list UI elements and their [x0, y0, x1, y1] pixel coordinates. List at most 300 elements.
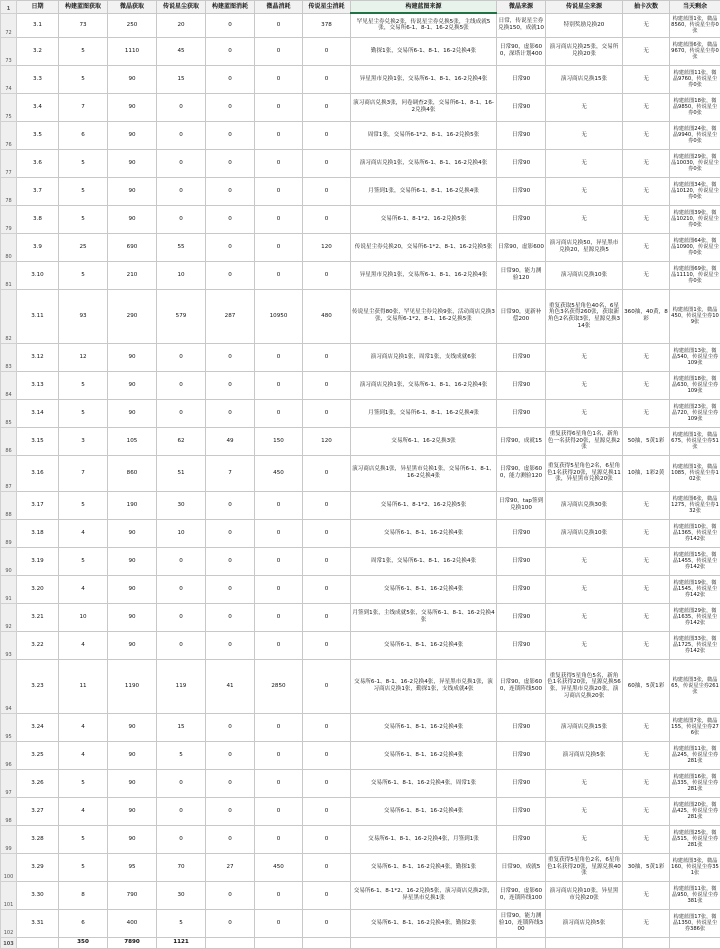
row-number[interactable]: 101	[1, 881, 17, 909]
row-number[interactable]: 102	[1, 909, 17, 937]
table-cell[interactable]: 5	[59, 371, 108, 399]
table-cell[interactable]: 无	[546, 93, 623, 121]
table-cell[interactable]: 周常1张，交易所6-1、8-1、16-2兑换4张	[351, 547, 497, 575]
table-cell[interactable]: 无	[623, 399, 670, 427]
table-cell[interactable]: 90	[108, 547, 157, 575]
table-cell[interactable]: 日常90	[497, 177, 546, 205]
table-cell[interactable]: 0	[255, 519, 303, 547]
table-cell[interactable]: 3.17	[17, 491, 59, 519]
table-cell[interactable]: 0	[255, 13, 303, 37]
table-cell[interactable]: 3.16	[17, 455, 59, 491]
table-cell[interactable]: 27	[206, 853, 255, 881]
table-cell[interactable]: 日常90	[497, 769, 546, 797]
table-cell[interactable]: 0	[206, 121, 255, 149]
table-cell[interactable]: 7	[206, 455, 255, 491]
table-cell[interactable]: 2850	[255, 659, 303, 713]
table-cell[interactable]: 日常90，虚影600，深塔计划400	[497, 37, 546, 65]
table-cell[interactable]: 无	[623, 769, 670, 797]
row-number[interactable]: 72	[1, 13, 17, 37]
table-cell[interactable]: 0	[303, 261, 351, 289]
table-cell[interactable]: 3.14	[17, 399, 59, 427]
table-cell[interactable]: 41	[206, 659, 255, 713]
sum-cell[interactable]	[670, 937, 720, 948]
table-cell[interactable]: 5	[157, 909, 206, 937]
table-cell[interactable]: 190	[108, 491, 157, 519]
header-cell[interactable]: 微晶来源	[497, 1, 546, 14]
table-cell[interactable]: 交易所6-1、8-1、16-2兑换4张	[351, 519, 497, 547]
table-cell[interactable]: 10950	[255, 289, 303, 343]
table-cell[interactable]: 0	[303, 399, 351, 427]
table-cell[interactable]: 日常90	[497, 603, 546, 631]
table-cell[interactable]: 无	[623, 371, 670, 399]
table-cell[interactable]: 日常90	[497, 519, 546, 547]
table-cell[interactable]: 0	[255, 825, 303, 853]
table-cell[interactable]: 60抽，5黄1彩	[623, 659, 670, 713]
table-cell[interactable]: 0	[303, 575, 351, 603]
table-cell[interactable]: 无	[623, 13, 670, 37]
table-cell[interactable]: 0	[206, 881, 255, 909]
table-cell[interactable]: 1110	[108, 37, 157, 65]
table-cell[interactable]: 日常90	[497, 797, 546, 825]
table-cell[interactable]: 30	[157, 881, 206, 909]
table-cell[interactable]: 90	[108, 65, 157, 93]
table-cell[interactable]: 55	[157, 233, 206, 261]
sum-cell[interactable]	[497, 937, 546, 948]
table-cell[interactable]: 5	[59, 65, 108, 93]
table-cell[interactable]: 无	[623, 547, 670, 575]
table-cell[interactable]: 传说星尘获得80张，罕见星尘券兑换9张，活动商店兑换3张，交易所6-1*2、8-1、16-2兑换5张	[351, 289, 497, 343]
table-cell[interactable]: 105	[108, 427, 157, 455]
table-cell[interactable]: 0	[206, 909, 255, 937]
sum-cell[interactable]: 350	[59, 937, 108, 948]
sum-cell[interactable]	[17, 937, 59, 948]
table-cell[interactable]: 日常90	[497, 575, 546, 603]
table-cell[interactable]: 无	[623, 741, 670, 769]
table-cell[interactable]: 无	[546, 769, 623, 797]
row-number[interactable]: 97	[1, 769, 17, 797]
table-cell[interactable]: 构建蓝图6张，微晶9670，传说星尘券0张	[670, 37, 720, 65]
table-cell[interactable]: 0	[255, 575, 303, 603]
table-cell[interactable]: 90	[108, 631, 157, 659]
table-cell[interactable]: 无	[623, 603, 670, 631]
table-cell[interactable]: 无	[623, 261, 670, 289]
table-cell[interactable]: 无	[546, 797, 623, 825]
table-cell[interactable]: 无	[546, 177, 623, 205]
table-cell[interactable]: 周常1张，交易所6-1*2、8-1、16-2兑换5张	[351, 121, 497, 149]
table-cell[interactable]: 0	[303, 519, 351, 547]
table-cell[interactable]: 0	[157, 399, 206, 427]
table-cell[interactable]: 7	[59, 93, 108, 121]
table-cell[interactable]: 4	[59, 631, 108, 659]
table-cell[interactable]: 0	[206, 603, 255, 631]
table-cell[interactable]: 3.29	[17, 853, 59, 881]
row-number[interactable]: 74	[1, 65, 17, 93]
table-cell[interactable]: 演习商店兑换3张，问卷调查2张，交易所6-1、8-1、16-2兑换4张	[351, 93, 497, 121]
table-cell[interactable]: 0	[303, 659, 351, 713]
table-cell[interactable]: 异星黑市兑换1张，交易所6-1、8-1、16-2兑换4张	[351, 261, 497, 289]
table-cell[interactable]: 90	[108, 205, 157, 233]
table-cell[interactable]: 120	[303, 427, 351, 455]
table-cell[interactable]: 日常90，能力测验10，连锁阵线300	[497, 909, 546, 937]
table-cell[interactable]: 0	[157, 769, 206, 797]
table-cell[interactable]: 0	[303, 603, 351, 631]
table-cell[interactable]: 5	[59, 37, 108, 65]
sum-cell[interactable]	[546, 937, 623, 948]
table-cell[interactable]: 378	[303, 13, 351, 37]
table-cell[interactable]: 90	[108, 825, 157, 853]
table-cell[interactable]: 构建蓝图1张，微晶675，传说星尘券51张	[670, 427, 720, 455]
table-cell[interactable]: 0	[206, 343, 255, 371]
row-number[interactable]: 92	[1, 603, 17, 631]
table-cell[interactable]: 日常90，虚影600，连锁阵线500	[497, 659, 546, 713]
table-cell[interactable]: 90	[108, 769, 157, 797]
table-cell[interactable]: 构建蓝图10张，微晶1365，传说星尘券142张	[670, 519, 720, 547]
table-cell[interactable]: 无	[623, 177, 670, 205]
table-cell[interactable]: 无	[546, 631, 623, 659]
sum-cell[interactable]	[206, 937, 255, 948]
table-cell[interactable]: 交易所6-1、8-1、16-2兑换4张，周常1张	[351, 769, 497, 797]
table-cell[interactable]: 0	[255, 233, 303, 261]
table-cell[interactable]: 无	[546, 825, 623, 853]
table-cell[interactable]: 交易所6-1、8-1、16-2兑换4张，月签到1张	[351, 825, 497, 853]
table-cell[interactable]: 0	[303, 343, 351, 371]
table-cell[interactable]: 无	[623, 233, 670, 261]
table-cell[interactable]: 0	[255, 797, 303, 825]
table-cell[interactable]: 0	[255, 881, 303, 909]
table-cell[interactable]: 0	[157, 177, 206, 205]
table-cell[interactable]: 日常90	[497, 93, 546, 121]
table-cell[interactable]: 7	[59, 455, 108, 491]
table-cell[interactable]: 3.4	[17, 93, 59, 121]
table-cell[interactable]: 日常90，tap签到兑换100	[497, 491, 546, 519]
table-cell[interactable]: 日常90	[497, 343, 546, 371]
row-number[interactable]: 81	[1, 261, 17, 289]
header-cell[interactable]: 日期	[17, 1, 59, 14]
table-cell[interactable]: 3.18	[17, 519, 59, 547]
table-cell[interactable]: 0	[303, 121, 351, 149]
table-cell[interactable]: 日常90	[497, 547, 546, 575]
table-cell[interactable]: 8	[59, 881, 108, 909]
table-cell[interactable]: 无	[623, 65, 670, 93]
table-cell[interactable]: 构建蓝图11张，微晶9760，传说星尘券0张	[670, 65, 720, 93]
table-cell[interactable]: 月签到1张，交易所6-1、8-1、16-2兑换4张	[351, 399, 497, 427]
row-number[interactable]: 80	[1, 233, 17, 261]
table-cell[interactable]: 95	[108, 853, 157, 881]
table-cell[interactable]: 6	[59, 121, 108, 149]
header-cell[interactable]: 抽卡次数	[623, 1, 670, 14]
table-cell[interactable]: 480	[303, 289, 351, 343]
table-cell[interactable]: 构建蓝图6张，微晶1275，传说星尘券132张	[670, 491, 720, 519]
row-number[interactable]: 90	[1, 547, 17, 575]
table-cell[interactable]: 日常90	[497, 65, 546, 93]
table-cell[interactable]: 3.7	[17, 177, 59, 205]
table-cell[interactable]: 3.11	[17, 289, 59, 343]
table-cell[interactable]: 73	[59, 13, 108, 37]
table-cell[interactable]: 51	[157, 455, 206, 491]
table-cell[interactable]: 构建蓝图24张，微晶9940，传说星尘券0张	[670, 121, 720, 149]
row-number[interactable]: 83	[1, 343, 17, 371]
table-cell[interactable]: 无	[623, 909, 670, 937]
table-cell[interactable]: 3.5	[17, 121, 59, 149]
table-cell[interactable]: 0	[255, 177, 303, 205]
table-cell[interactable]: 0	[303, 825, 351, 853]
table-cell[interactable]: 交易所6-1、8-1、16-2兑换4张，异星黑市兑换1张，演习商店兑换1张，勤探1张，支线成就4张	[351, 659, 497, 713]
table-cell[interactable]: 构建蓝图11张，微晶950，传说星尘券381张	[670, 881, 720, 909]
table-cell[interactable]: 10	[157, 261, 206, 289]
row-number[interactable]: 77	[1, 149, 17, 177]
table-cell[interactable]: 无	[623, 881, 670, 909]
table-cell[interactable]: 90	[108, 519, 157, 547]
table-cell[interactable]: 无	[623, 825, 670, 853]
table-cell[interactable]: 日常90，虚影600	[497, 233, 546, 261]
table-cell[interactable]: 0	[303, 37, 351, 65]
row-number[interactable]: 76	[1, 121, 17, 149]
table-cell[interactable]: 0	[303, 491, 351, 519]
table-cell[interactable]: 0	[157, 575, 206, 603]
table-cell[interactable]: 0	[206, 713, 255, 741]
table-cell[interactable]: 构建蓝图3张，微晶65，传说星尘券261张	[670, 659, 720, 713]
table-cell[interactable]: 交易所6-1、8-1、16-2兑换4张，勤探1张	[351, 853, 497, 881]
table-cell[interactable]: 5	[59, 177, 108, 205]
table-cell[interactable]: 构建蓝图15张，微晶1455，传说星尘券142张	[670, 547, 720, 575]
table-cell[interactable]: 月签到1张，交易所6-1、8-1、16-2兑换4张	[351, 177, 497, 205]
table-cell[interactable]: 70	[157, 853, 206, 881]
table-cell[interactable]: 0	[303, 371, 351, 399]
table-cell[interactable]: 0	[255, 149, 303, 177]
table-cell[interactable]: 90	[108, 575, 157, 603]
table-cell[interactable]: 0	[303, 797, 351, 825]
table-cell[interactable]: 无	[623, 491, 670, 519]
table-cell[interactable]: 0	[255, 547, 303, 575]
row-number[interactable]: 75	[1, 93, 17, 121]
table-cell[interactable]: 3.2	[17, 37, 59, 65]
table-cell[interactable]: 演习商店兑换30张	[546, 491, 623, 519]
table-cell[interactable]: 3.28	[17, 825, 59, 853]
table-cell[interactable]: 日常90，更新补偿200	[497, 289, 546, 343]
table-cell[interactable]: 构建蓝图3张，微晶160，传说星尘券351张	[670, 853, 720, 881]
table-cell[interactable]: 无	[623, 93, 670, 121]
table-cell[interactable]: 860	[108, 455, 157, 491]
table-cell[interactable]: 3.25	[17, 741, 59, 769]
table-cell[interactable]: 0	[303, 741, 351, 769]
table-cell[interactable]: 构建蓝图18张，微晶630，传说星尘券109张	[670, 371, 720, 399]
table-cell[interactable]: 90	[108, 93, 157, 121]
table-cell[interactable]: 无	[623, 343, 670, 371]
table-cell[interactable]: 0	[206, 149, 255, 177]
table-cell[interactable]: 0	[303, 881, 351, 909]
header-cell-selected[interactable]: 构建蓝图来源	[351, 1, 497, 14]
table-cell[interactable]: 日常，传说星尘券兑换150，成就10	[497, 13, 546, 37]
table-cell[interactable]: 400	[108, 909, 157, 937]
table-cell[interactable]: 日常90	[497, 121, 546, 149]
table-cell[interactable]: 3.15	[17, 427, 59, 455]
table-cell[interactable]: 3.24	[17, 713, 59, 741]
header-cell[interactable]: 传说星尘来源	[546, 1, 623, 14]
table-cell[interactable]: 异星黑市兑换1张，交易所6-1、8-1、16-2兑换4张	[351, 65, 497, 93]
table-cell[interactable]: 3.3	[17, 65, 59, 93]
table-cell[interactable]: 3.10	[17, 261, 59, 289]
table-cell[interactable]: 0	[206, 547, 255, 575]
table-cell[interactable]: 5	[59, 547, 108, 575]
table-cell[interactable]: 450	[255, 853, 303, 881]
table-cell[interactable]: 交易所6-1、8-1*2、16-2兑换5张	[351, 491, 497, 519]
table-cell[interactable]: 25	[59, 233, 108, 261]
table-cell[interactable]: 无	[546, 343, 623, 371]
table-cell[interactable]: 无	[546, 575, 623, 603]
row-number[interactable]: 100	[1, 853, 17, 881]
table-cell[interactable]: 演习商店兑换25张，交易所兑换20张	[546, 37, 623, 65]
sum-cell[interactable]	[303, 937, 351, 948]
row-number[interactable]: 82	[1, 289, 17, 343]
table-cell[interactable]: 0	[157, 343, 206, 371]
table-cell[interactable]: 3.30	[17, 881, 59, 909]
table-cell[interactable]: 119	[157, 659, 206, 713]
table-cell[interactable]: 重复获得5星角色5名，新角色1名获得20张，星源兑换56张，异星黑市兑换20张，演习商店兑换20张	[546, 659, 623, 713]
table-cell[interactable]: 0	[303, 853, 351, 881]
table-cell[interactable]: 0	[206, 631, 255, 659]
table-cell[interactable]: 交易所6-1、16-2兑换3张	[351, 427, 497, 455]
table-cell[interactable]: 日常90，虚影600，能力测验120	[497, 455, 546, 491]
table-cell[interactable]: 演习商店兑换1张，交易所6-1、8-1、16-2兑换4张	[351, 149, 497, 177]
table-cell[interactable]: 构建蓝图29张，微晶10030，传说星尘券0张	[670, 149, 720, 177]
table-cell[interactable]: 4	[59, 741, 108, 769]
table-cell[interactable]: 0	[255, 343, 303, 371]
table-cell[interactable]: 10	[59, 603, 108, 631]
table-cell[interactable]: 0	[206, 65, 255, 93]
header-cell[interactable]: 当天剩余	[670, 1, 720, 14]
table-cell[interactable]: 0	[255, 603, 303, 631]
table-cell[interactable]: 5	[157, 741, 206, 769]
table-cell[interactable]: 0	[255, 371, 303, 399]
table-cell[interactable]: 交易所6-1、8-1、16-2兑换4张	[351, 741, 497, 769]
table-cell[interactable]: 3.23	[17, 659, 59, 713]
table-cell[interactable]: 演习商店兑换10张	[546, 261, 623, 289]
table-cell[interactable]: 90	[108, 399, 157, 427]
table-cell[interactable]: 无	[623, 37, 670, 65]
table-cell[interactable]: 交易所6-1、8-1、16-2兑换4张	[351, 575, 497, 603]
table-cell[interactable]: 0	[255, 769, 303, 797]
row-number[interactable]: 78	[1, 177, 17, 205]
table-cell[interactable]: 演习商店兑换1张，周常1张，支线成就6张	[351, 343, 497, 371]
table-cell[interactable]: 0	[206, 797, 255, 825]
table-cell[interactable]: 0	[303, 547, 351, 575]
header-cell[interactable]: 微晶消耗	[255, 1, 303, 14]
header-cell[interactable]: 微晶获取	[108, 1, 157, 14]
table-cell[interactable]: 演习商店兑换5张	[546, 741, 623, 769]
table-cell[interactable]: 30	[157, 491, 206, 519]
sum-cell[interactable]	[255, 937, 303, 948]
table-cell[interactable]: 690	[108, 233, 157, 261]
table-cell[interactable]: 构建蓝图33张，微晶1725，传说星尘券142张	[670, 631, 720, 659]
table-cell[interactable]: 演习商店兑换50，异星黑市兑换20，星源兑换5	[546, 233, 623, 261]
table-cell[interactable]: 49	[206, 427, 255, 455]
table-cell[interactable]: 0	[255, 399, 303, 427]
table-cell[interactable]: 构建蓝图20张，微晶425，传说星尘券281张	[670, 797, 720, 825]
table-cell[interactable]: 交易所6-1、8-1、16-2兑换4张	[351, 797, 497, 825]
table-cell[interactable]: 无	[546, 603, 623, 631]
table-cell[interactable]: 无	[546, 371, 623, 399]
table-cell[interactable]: 287	[206, 289, 255, 343]
table-cell[interactable]: 5	[59, 205, 108, 233]
table-cell[interactable]: 90	[108, 603, 157, 631]
table-cell[interactable]: 0	[206, 371, 255, 399]
header-cell[interactable]: 传说星尘消耗	[303, 1, 351, 14]
table-cell[interactable]: 5	[59, 399, 108, 427]
table-cell[interactable]: 0	[255, 741, 303, 769]
table-cell[interactable]: 0	[255, 631, 303, 659]
table-cell[interactable]: 0	[255, 909, 303, 937]
table-cell[interactable]: 罕见星尘券兑换2张，传说星尘券兑换5张，主线成就5张，交易所6-1、8-1、16-2兑换5张	[351, 13, 497, 37]
table-cell[interactable]: 790	[108, 881, 157, 909]
table-cell[interactable]: 日常90，能力测验120	[497, 261, 546, 289]
table-cell[interactable]: 15	[157, 65, 206, 93]
table-cell[interactable]: 日常90，虚影600，连锁阵线100	[497, 881, 546, 909]
table-cell[interactable]: 0	[157, 371, 206, 399]
table-cell[interactable]: 构建蓝图17张，微晶1350，传说星尘券386张	[670, 909, 720, 937]
table-cell[interactable]: 3.20	[17, 575, 59, 603]
table-cell[interactable]: 50抽，5黄1彩	[623, 427, 670, 455]
row-number[interactable]: 85	[1, 399, 17, 427]
row-number[interactable]: 95	[1, 713, 17, 741]
table-cell[interactable]: 0	[206, 491, 255, 519]
table-cell[interactable]: 日常90	[497, 149, 546, 177]
table-cell[interactable]: 62	[157, 427, 206, 455]
table-cell[interactable]: 演习商店兑换1张，异星黑市兑换1张，交易所6-1、8-1、16-2兑换4张	[351, 455, 497, 491]
table-cell[interactable]: 90	[108, 797, 157, 825]
row-number[interactable]: 98	[1, 797, 17, 825]
row-number[interactable]: 86	[1, 427, 17, 455]
table-cell[interactable]: 0	[255, 93, 303, 121]
row-number[interactable]: 99	[1, 825, 17, 853]
table-cell[interactable]: 0	[206, 177, 255, 205]
table-cell[interactable]: 0	[157, 603, 206, 631]
table-cell[interactable]: 4	[59, 797, 108, 825]
table-cell[interactable]: 0	[303, 93, 351, 121]
table-cell[interactable]: 0	[303, 631, 351, 659]
table-cell[interactable]: 演习商店兑换15张	[546, 65, 623, 93]
table-cell[interactable]: 90	[108, 121, 157, 149]
table-cell[interactable]: 无	[546, 149, 623, 177]
row-number[interactable]: 94	[1, 659, 17, 713]
table-cell[interactable]: 0	[255, 491, 303, 519]
table-cell[interactable]: 构建蓝图1张，微晶450，传说星尘券109张	[670, 289, 720, 343]
table-cell[interactable]: 0	[206, 93, 255, 121]
table-cell[interactable]: 290	[108, 289, 157, 343]
table-cell[interactable]: 构建蓝图16张，微晶335，传说星尘券281张	[670, 769, 720, 797]
table-cell[interactable]: 579	[157, 289, 206, 343]
table-cell[interactable]: 交易所6-1、8-1*2、16-2兑换5张	[351, 205, 497, 233]
table-cell[interactable]: 90	[108, 343, 157, 371]
table-cell[interactable]: 构建蓝图69张，微晶11110，传说星尘券0张	[670, 261, 720, 289]
table-cell[interactable]: 构建蓝图29张，微晶1635，传说星尘券142张	[670, 603, 720, 631]
table-cell[interactable]: 3.22	[17, 631, 59, 659]
table-cell[interactable]: 90	[108, 371, 157, 399]
table-cell[interactable]: 演习商店兑换15张	[546, 713, 623, 741]
row-number[interactable]: 87	[1, 455, 17, 491]
table-cell[interactable]: 重复获得5星角色2名，6星角色1名获得20张，星源兑换11张，异星黑市兑换20张	[546, 455, 623, 491]
sum-cell[interactable]: 7890	[108, 937, 157, 948]
table-cell[interactable]: 4	[59, 575, 108, 603]
table-cell[interactable]: 演习商店兑换10张，异星黑市兑换20张	[546, 881, 623, 909]
table-cell[interactable]: 重复获得5星角色2名，6星角色1名获得20张，星源兑换40张	[546, 853, 623, 881]
table-cell[interactable]: 日常90	[497, 713, 546, 741]
table-cell[interactable]: 5	[59, 149, 108, 177]
table-cell[interactable]: 日常90	[497, 631, 546, 659]
table-cell[interactable]: 360抽，40黄，8彩	[623, 289, 670, 343]
table-cell[interactable]: 5	[59, 261, 108, 289]
table-cell[interactable]: 3	[59, 427, 108, 455]
table-cell[interactable]: 0	[206, 519, 255, 547]
